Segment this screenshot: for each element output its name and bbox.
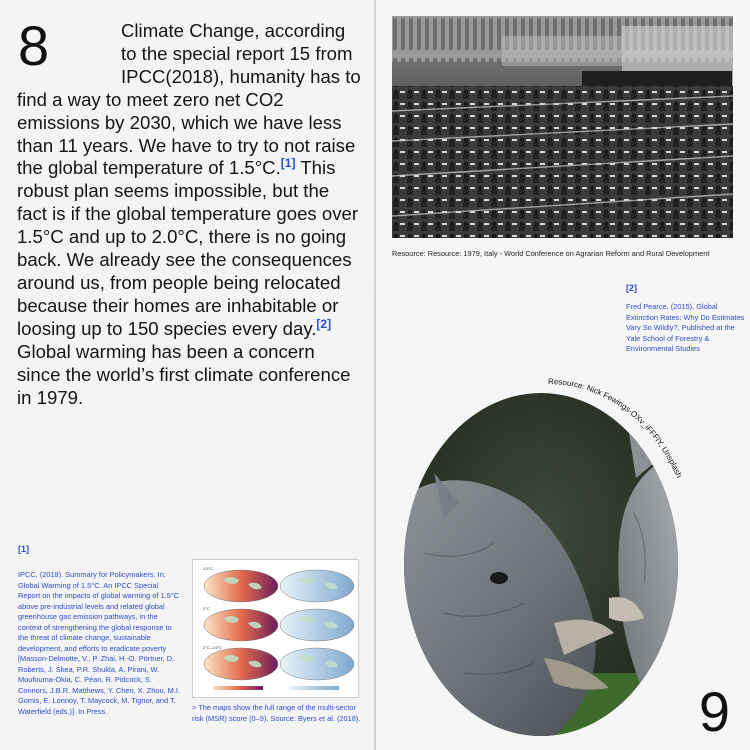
page-number-spacer xyxy=(17,14,121,86)
page-number-left: 8 xyxy=(18,14,50,77)
conference-photo-image xyxy=(392,16,733,238)
legend-bar-delta xyxy=(289,686,339,690)
risk-map-figure xyxy=(192,559,359,698)
page-number-right: 9 xyxy=(698,680,730,743)
footnote-ref-2[interactable]: [2] xyxy=(316,316,332,331)
left-page xyxy=(0,0,374,750)
conference-photo xyxy=(392,16,733,238)
risk-maps-image xyxy=(193,560,358,697)
map-label-1: 1.5°C xyxy=(203,566,214,571)
map-label-2: 2°C xyxy=(203,606,210,611)
body-text-3: Global warming has been a concern since the world’s first climate conference in 1979. xyxy=(17,340,351,408)
map-label-3: 2°C–1.5°C xyxy=(203,645,222,650)
body-text-1: Climate Change, according to the special report 15 from IPCC(2018), humanity has to find a way to meet zero net CO2 emissions by 2030, which we have less than 11 years. We have to try to not raise the global temperature of 1.5°C. xyxy=(17,20,361,179)
footnote-1-text: IPCC, (2018). Summary for Policymakers. In: Global Warming of 1.5°C. An IPCC Special Report on the impacts of global warming of 1.5°C above pre-industrial levels and related global greenhouse gas emission pathways, in the context of strengthening the global response to the threat of climate change, sustainable development, and efforts to eradicate poverty [Masson-Delmotte, V., P. Zhai, H.-O. Pörtner, D. Roberts, J. Skea, P.R. Shukla, A. Pirani, W. Moufouma-Okia, C. Péan, R. Pidcock, S. Connors, J.B.R. Matthews, Y. Chen, X. Zhou, M.I. Gomis, E. Lonnoy, T. Maycock, M. Tignor, and T. Waterfield (eds.)]. In Press. xyxy=(18,570,180,716)
rhino-credit-text: Resource: Nick Fewings-OXv_iFFFlY, Unsplash xyxy=(547,376,684,480)
footnote-2-mark: [2] xyxy=(626,283,637,293)
map-caption: > The maps show the full range of the multi-sector risk (MSR) score (0–9). Source: Byers et al. (2018). xyxy=(192,703,361,723)
legend-bar-risk xyxy=(213,686,263,690)
footnote-2-text: Fred Pearce, (2015). Global Extinction Rates: Why Do Estimates Vary So Wildly?, Published at the Yale School of Forestry & Environmental Studies xyxy=(626,302,745,353)
footnote-1-mark: [1] xyxy=(18,544,29,554)
maps-left-column xyxy=(204,570,278,680)
rhino-photo xyxy=(404,393,678,736)
right-page xyxy=(376,0,750,750)
body-text-2: This robust plan seems impossible, but the fact is if the global temperature goes over 1.5°C and up to 2.0°C, there is no going back. We already see the consequences around us, from people being relocated because their homes are inhabitable or loosing up to 150 species every day. xyxy=(17,157,359,339)
footnote-ref-1[interactable]: [1] xyxy=(280,156,296,171)
maps-right-column xyxy=(280,570,354,680)
body-paragraph xyxy=(17,14,362,409)
photo-caption: Resource: Resource: 1979, Italy - World Conference on Agrarian Reform and Rural Development xyxy=(392,249,710,258)
